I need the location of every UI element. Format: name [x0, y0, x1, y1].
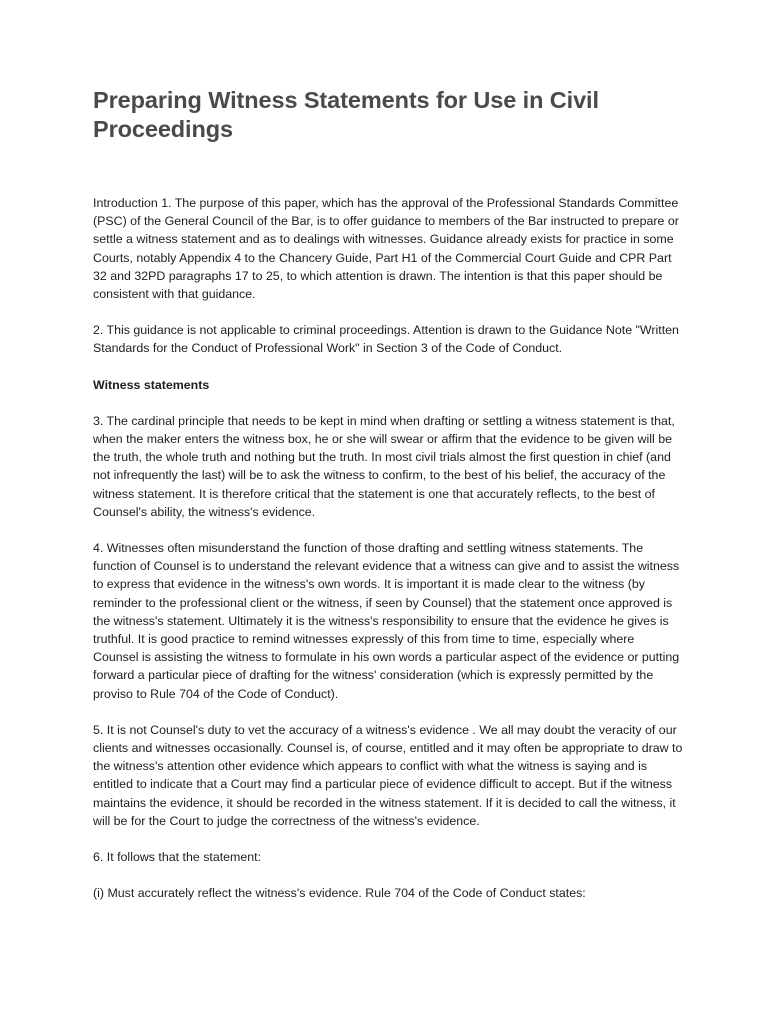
- paragraph-4: 4. Witnesses often misunderstand the function of those drafting and settling witness statements. The function of Counsel is to understand the relevant evidence that a witness can give and to assist the witness to express that evidence in the witness's own words. It is important it is made clear to the witness (by reminder to the professional client or the witness, if seen by Counsel) that the statement once approved is the witness's statement. Ultimately it is the witness's responsibility to ensure that the evidence he gives is truthful. It is good practice to remind witnesses expressly of this from time to time, especially where Counsel is assisting the witness to formulate in his own words a particular aspect of the evidence or putting forward a particular piece of drafting for the witness' consideration (which is expressly permitted by the proviso to Rule 704 of the Code of Conduct).: [93, 541, 680, 701]
- paragraph-6: 6. It follows that the statement:: [93, 850, 262, 865]
- paragraph-6-i: (i) Must accurately reflect the witness's evidence. Rule 704 of the Code of Conduct states:: [93, 886, 586, 901]
- document-page: [93, 86, 683, 921]
- section-heading-witness-statements: Witness statements: [93, 377, 210, 392]
- paragraph-3: 3. The cardinal principle that needs to be kept in mind when drafting or settling a witness statement is that, when the maker enters the witness box, he or she will swear or affirm that the evidence to be given will be the truth, the whole truth and nothing but the truth. In most civil trials almost the first question in chief (and not infrequently the last) will be to ask the witness to confirm, to the best of his belief, the accuracy of the witness statement. It is therefore critical that the statement is one that accurately reflects, to the best of Counsel's ability, the witness's evidence.: [93, 413, 675, 519]
- paragraph-2: 2. This guidance is not applicable to criminal proceedings. Attention is drawn to the Guidance Note "Written Standards for the Conduct of Professional Work" in Section 3 of the Code of Conduct.: [93, 323, 679, 356]
- document-title: Preparing Witness Statements for Use in Civil Proceedings: [93, 87, 599, 142]
- paragraph-5: 5. It is not Counsel's duty to vet the accuracy of a witness's evidence . We all may doubt the veracity of our clients and witnesses occasionally. Counsel is, of course, entitled and it may often be appropriate to draw to the witness's attention other evidence which appears to conflict with what the witness is saying and is entitled to indicate that a Court may find a particular piece of evidence difficult to accept. But if the witness maintains the evidence, it should be recorded in the witness statement. If it is decided to call the witness, it will be for the Court to judge the correctness of the witness's evidence.: [93, 722, 683, 828]
- paragraph-introduction: Introduction 1. The purpose of this paper, which has the approval of the Professional Standards Committee (PSC) of the General Council of the Bar, is to offer guidance to members of the Bar instructed to prepare or settle a witness statement and as to dealings with witnesses. Guidance already exists for practice in some Courts, notably Appendix 4 to the Chancery Guide, Part H1 of the Commercial Court Guide and CPR Part 32 and 32PD paragraphs 17 to 25, to which attention is drawn. The intention is that this paper should be consistent with that guidance.: [93, 196, 679, 302]
